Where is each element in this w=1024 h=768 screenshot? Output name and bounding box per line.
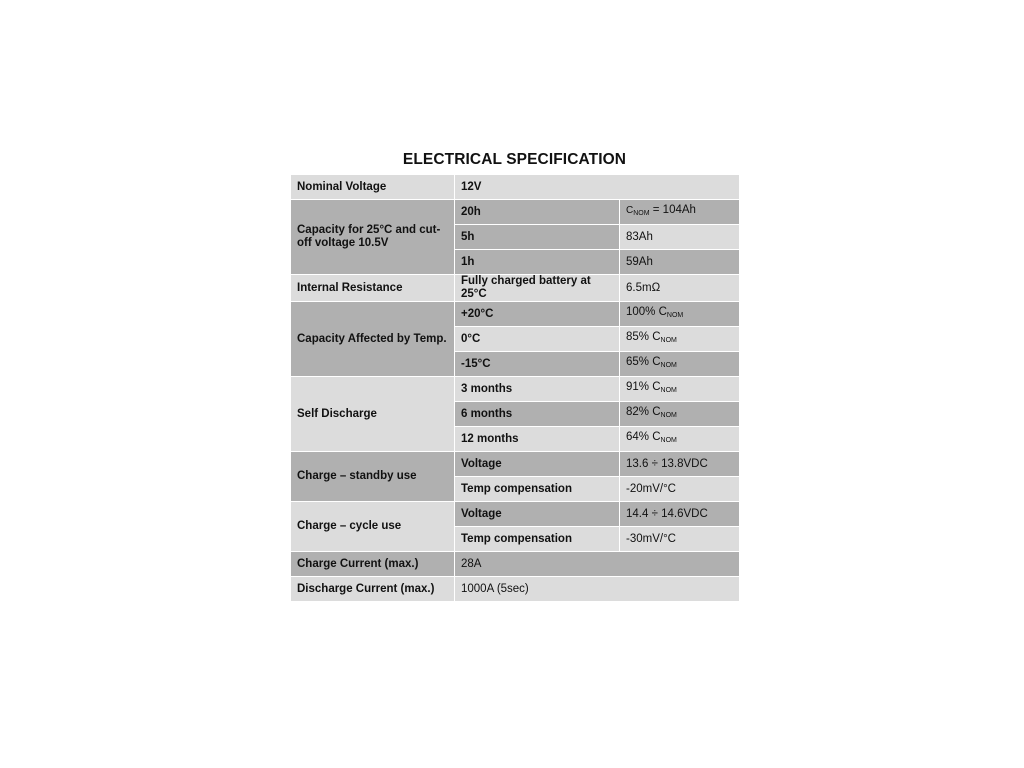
row-condition: Voltage — [455, 502, 620, 527]
value-subscript: NOM — [660, 387, 677, 394]
row-value — [620, 327, 740, 352]
row-value — [620, 427, 740, 452]
value-text: 100% C — [626, 306, 667, 318]
table-row — [291, 502, 740, 527]
value-text: = 104Ah — [649, 204, 696, 216]
row-label: Nominal Voltage — [291, 175, 455, 200]
table-row — [291, 552, 740, 577]
row-condition: -15°C — [455, 352, 620, 377]
row-value: 13.6 ÷ 13.8VDC — [620, 452, 740, 477]
row-condition: Temp compensation — [455, 477, 620, 502]
row-value: 83Ah — [620, 225, 740, 250]
row-value: 28A — [455, 552, 740, 577]
value-subscript: NOM — [666, 312, 684, 319]
value-subscript: NOM — [660, 437, 677, 444]
value-text: 64% C — [626, 431, 661, 443]
value-symbol: C — [626, 205, 634, 216]
value-text: 65% C — [626, 356, 661, 368]
row-label: Capacity for 25°C and cut-off voltage 10.5V — [291, 200, 455, 275]
row-label: Self Discharge — [291, 377, 455, 452]
table-row — [291, 377, 740, 402]
row-condition: 6 months — [455, 402, 620, 427]
table-row — [291, 200, 740, 225]
table-row — [291, 175, 740, 200]
value-subscript: NOM — [633, 210, 650, 217]
row-condition: 1h — [455, 250, 620, 275]
row-label: Capacity Affected by Temp. — [291, 302, 455, 377]
value-text: 91% C — [626, 381, 661, 393]
table-row — [291, 577, 740, 602]
page-title: ELECTRICAL SPECIFICATION — [402, 151, 627, 168]
row-value: 14.4 ÷ 14.6VDC — [620, 502, 740, 527]
spec-table — [290, 174, 740, 602]
row-condition: +20°C — [455, 302, 620, 327]
table-row — [291, 302, 740, 327]
row-value: 12V — [455, 175, 740, 200]
row-value — [620, 200, 740, 225]
value-text: 82% C — [626, 406, 661, 418]
row-value — [620, 377, 740, 402]
row-condition: 20h — [455, 200, 620, 225]
row-label: Charge – standby use — [291, 452, 455, 502]
row-condition: 12 months — [455, 427, 620, 452]
row-label: Discharge Current (max.) — [291, 577, 455, 602]
row-condition: 0°C — [455, 327, 620, 352]
row-condition: Temp compensation — [455, 527, 620, 552]
row-condition: 5h — [455, 225, 620, 250]
table-row — [291, 452, 740, 477]
table-row — [291, 275, 740, 302]
row-label: Charge Current (max.) — [291, 552, 455, 577]
row-value: -20mV/°C — [620, 477, 740, 502]
row-value — [620, 352, 740, 377]
value-text: 85% C — [626, 331, 661, 343]
row-condition: Fully charged battery at 25°C — [455, 275, 620, 302]
row-label: Internal Resistance — [291, 275, 455, 302]
row-condition: Voltage — [455, 452, 620, 477]
row-condition: 3 months — [455, 377, 620, 402]
value-subscript: NOM — [660, 337, 677, 344]
row-value: 1000A (5sec) — [455, 577, 740, 602]
row-value — [620, 302, 740, 327]
value-subscript: NOM — [660, 412, 677, 419]
row-label: Charge – cycle use — [291, 502, 455, 552]
row-value: 59Ah — [620, 250, 740, 275]
row-value: -30mV/°C — [620, 527, 740, 552]
row-value — [620, 402, 740, 427]
row-value: 6.5mΩ — [620, 275, 740, 302]
value-subscript: NOM — [660, 362, 677, 369]
